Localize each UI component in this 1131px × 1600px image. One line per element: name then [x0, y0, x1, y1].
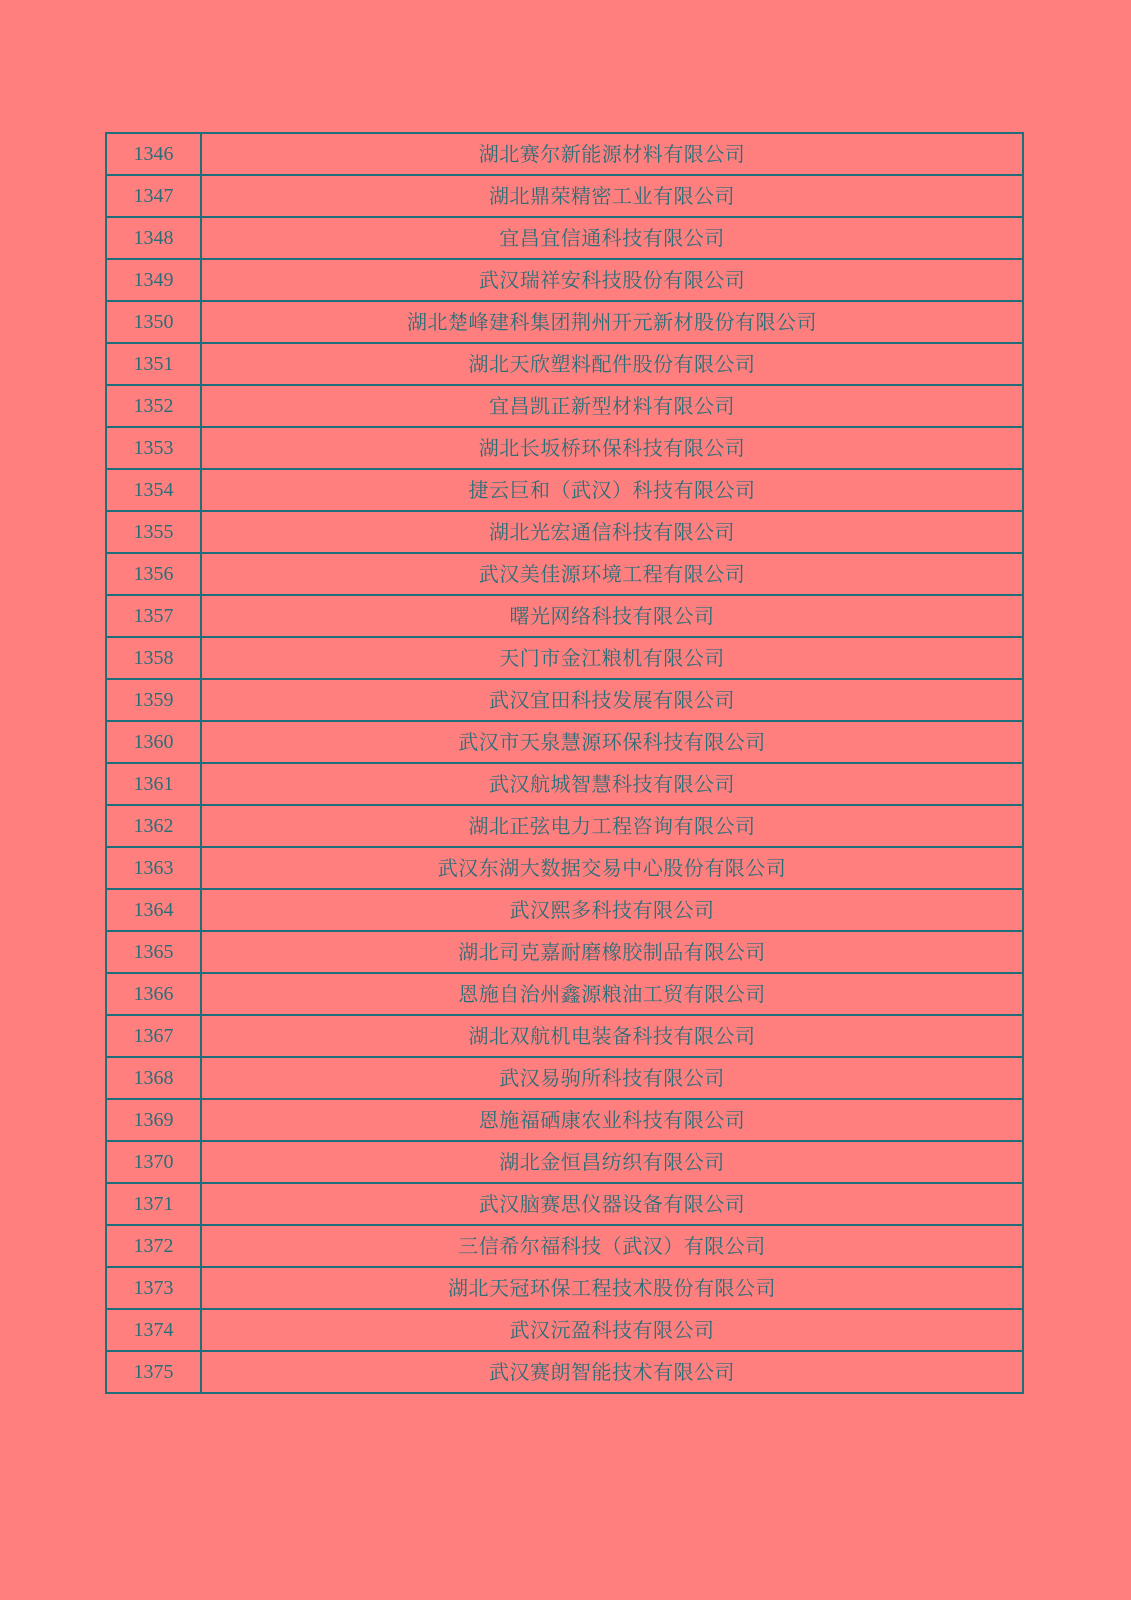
row-number-cell: 1355 — [106, 511, 201, 553]
table-row — [106, 553, 1023, 595]
row-number-cell: 1374 — [106, 1309, 201, 1351]
row-number-cell: 1369 — [106, 1099, 201, 1141]
table-row — [106, 1015, 1023, 1057]
company-name-cell: 恩施福硒康农业科技有限公司 — [201, 1099, 1023, 1141]
table-row — [106, 385, 1023, 427]
company-name-cell: 武汉沅盈科技有限公司 — [201, 1309, 1023, 1351]
company-name-cell: 宜昌凯正新型材料有限公司 — [201, 385, 1023, 427]
company-name-cell: 武汉东湖大数据交易中心股份有限公司 — [201, 847, 1023, 889]
row-number-cell: 1372 — [106, 1225, 201, 1267]
company-name-cell: 湖北金恒昌纺织有限公司 — [201, 1141, 1023, 1183]
row-number-cell: 1357 — [106, 595, 201, 637]
row-number-cell: 1366 — [106, 973, 201, 1015]
row-number-cell: 1365 — [106, 931, 201, 973]
company-name-cell: 宜昌宜信通科技有限公司 — [201, 217, 1023, 259]
row-number-cell: 1375 — [106, 1351, 201, 1393]
table-row — [106, 1351, 1023, 1393]
table-row — [106, 1225, 1023, 1267]
company-name-cell: 湖北楚峰建科集团荆州开元新材股份有限公司 — [201, 301, 1023, 343]
table-row — [106, 637, 1023, 679]
row-number-cell: 1361 — [106, 763, 201, 805]
row-number-cell: 1353 — [106, 427, 201, 469]
company-name-cell: 湖北长坂桥环保科技有限公司 — [201, 427, 1023, 469]
table-row — [106, 259, 1023, 301]
table-row — [106, 889, 1023, 931]
row-number-cell: 1362 — [106, 805, 201, 847]
row-number-cell: 1347 — [106, 175, 201, 217]
row-number-cell: 1351 — [106, 343, 201, 385]
table-row — [106, 1183, 1023, 1225]
table-row — [106, 217, 1023, 259]
company-name-cell: 湖北鼎荣精密工业有限公司 — [201, 175, 1023, 217]
company-name-cell: 武汉宜田科技发展有限公司 — [201, 679, 1023, 721]
company-name-cell: 湖北正弦电力工程咨询有限公司 — [201, 805, 1023, 847]
table-row — [106, 175, 1023, 217]
row-number-cell: 1354 — [106, 469, 201, 511]
company-name-cell: 曙光网络科技有限公司 — [201, 595, 1023, 637]
company-list-table-container — [105, 132, 1024, 1394]
company-name-cell: 武汉赛朗智能技术有限公司 — [201, 1351, 1023, 1393]
row-number-cell: 1358 — [106, 637, 201, 679]
company-name-cell: 武汉易驹所科技有限公司 — [201, 1057, 1023, 1099]
company-name-cell: 湖北天冠环保工程技术股份有限公司 — [201, 1267, 1023, 1309]
company-name-cell: 湖北光宏通信科技有限公司 — [201, 511, 1023, 553]
row-number-cell: 1364 — [106, 889, 201, 931]
table-body — [106, 133, 1023, 1393]
table-row — [106, 469, 1023, 511]
table-row — [106, 1057, 1023, 1099]
table-row — [106, 343, 1023, 385]
company-name-cell: 武汉熙多科技有限公司 — [201, 889, 1023, 931]
company-list-table — [105, 132, 1024, 1394]
row-number-cell: 1349 — [106, 259, 201, 301]
company-name-cell: 武汉市天泉慧源环保科技有限公司 — [201, 721, 1023, 763]
company-name-cell: 捷云巨和（武汉）科技有限公司 — [201, 469, 1023, 511]
table-row — [106, 931, 1023, 973]
table-row — [106, 301, 1023, 343]
table-row — [106, 847, 1023, 889]
table-row — [106, 1099, 1023, 1141]
table-row — [106, 805, 1023, 847]
table-row — [106, 1267, 1023, 1309]
row-number-cell: 1371 — [106, 1183, 201, 1225]
row-number-cell: 1360 — [106, 721, 201, 763]
table-row — [106, 1309, 1023, 1351]
company-name-cell: 湖北赛尔新能源材料有限公司 — [201, 133, 1023, 175]
row-number-cell: 1350 — [106, 301, 201, 343]
table-row — [106, 133, 1023, 175]
row-number-cell: 1348 — [106, 217, 201, 259]
company-name-cell: 三信希尔福科技（武汉）有限公司 — [201, 1225, 1023, 1267]
row-number-cell: 1363 — [106, 847, 201, 889]
table-row — [106, 973, 1023, 1015]
company-name-cell: 武汉脑赛思仪器设备有限公司 — [201, 1183, 1023, 1225]
table-row — [106, 1141, 1023, 1183]
table-row — [106, 679, 1023, 721]
table-row — [106, 427, 1023, 469]
row-number-cell: 1370 — [106, 1141, 201, 1183]
company-name-cell: 湖北司克嘉耐磨橡胶制品有限公司 — [201, 931, 1023, 973]
row-number-cell: 1352 — [106, 385, 201, 427]
company-name-cell: 武汉瑞祥安科技股份有限公司 — [201, 259, 1023, 301]
company-name-cell: 武汉美佳源环境工程有限公司 — [201, 553, 1023, 595]
row-number-cell: 1368 — [106, 1057, 201, 1099]
company-name-cell: 武汉航城智慧科技有限公司 — [201, 763, 1023, 805]
table-row — [106, 721, 1023, 763]
row-number-cell: 1356 — [106, 553, 201, 595]
company-name-cell: 恩施自治州鑫源粮油工贸有限公司 — [201, 973, 1023, 1015]
row-number-cell: 1346 — [106, 133, 201, 175]
row-number-cell: 1367 — [106, 1015, 201, 1057]
company-name-cell: 湖北天欣塑料配件股份有限公司 — [201, 343, 1023, 385]
table-row — [106, 595, 1023, 637]
company-name-cell: 天门市金江粮机有限公司 — [201, 637, 1023, 679]
row-number-cell: 1359 — [106, 679, 201, 721]
company-name-cell: 湖北双航机电装备科技有限公司 — [201, 1015, 1023, 1057]
table-row — [106, 763, 1023, 805]
table-row — [106, 511, 1023, 553]
row-number-cell: 1373 — [106, 1267, 201, 1309]
